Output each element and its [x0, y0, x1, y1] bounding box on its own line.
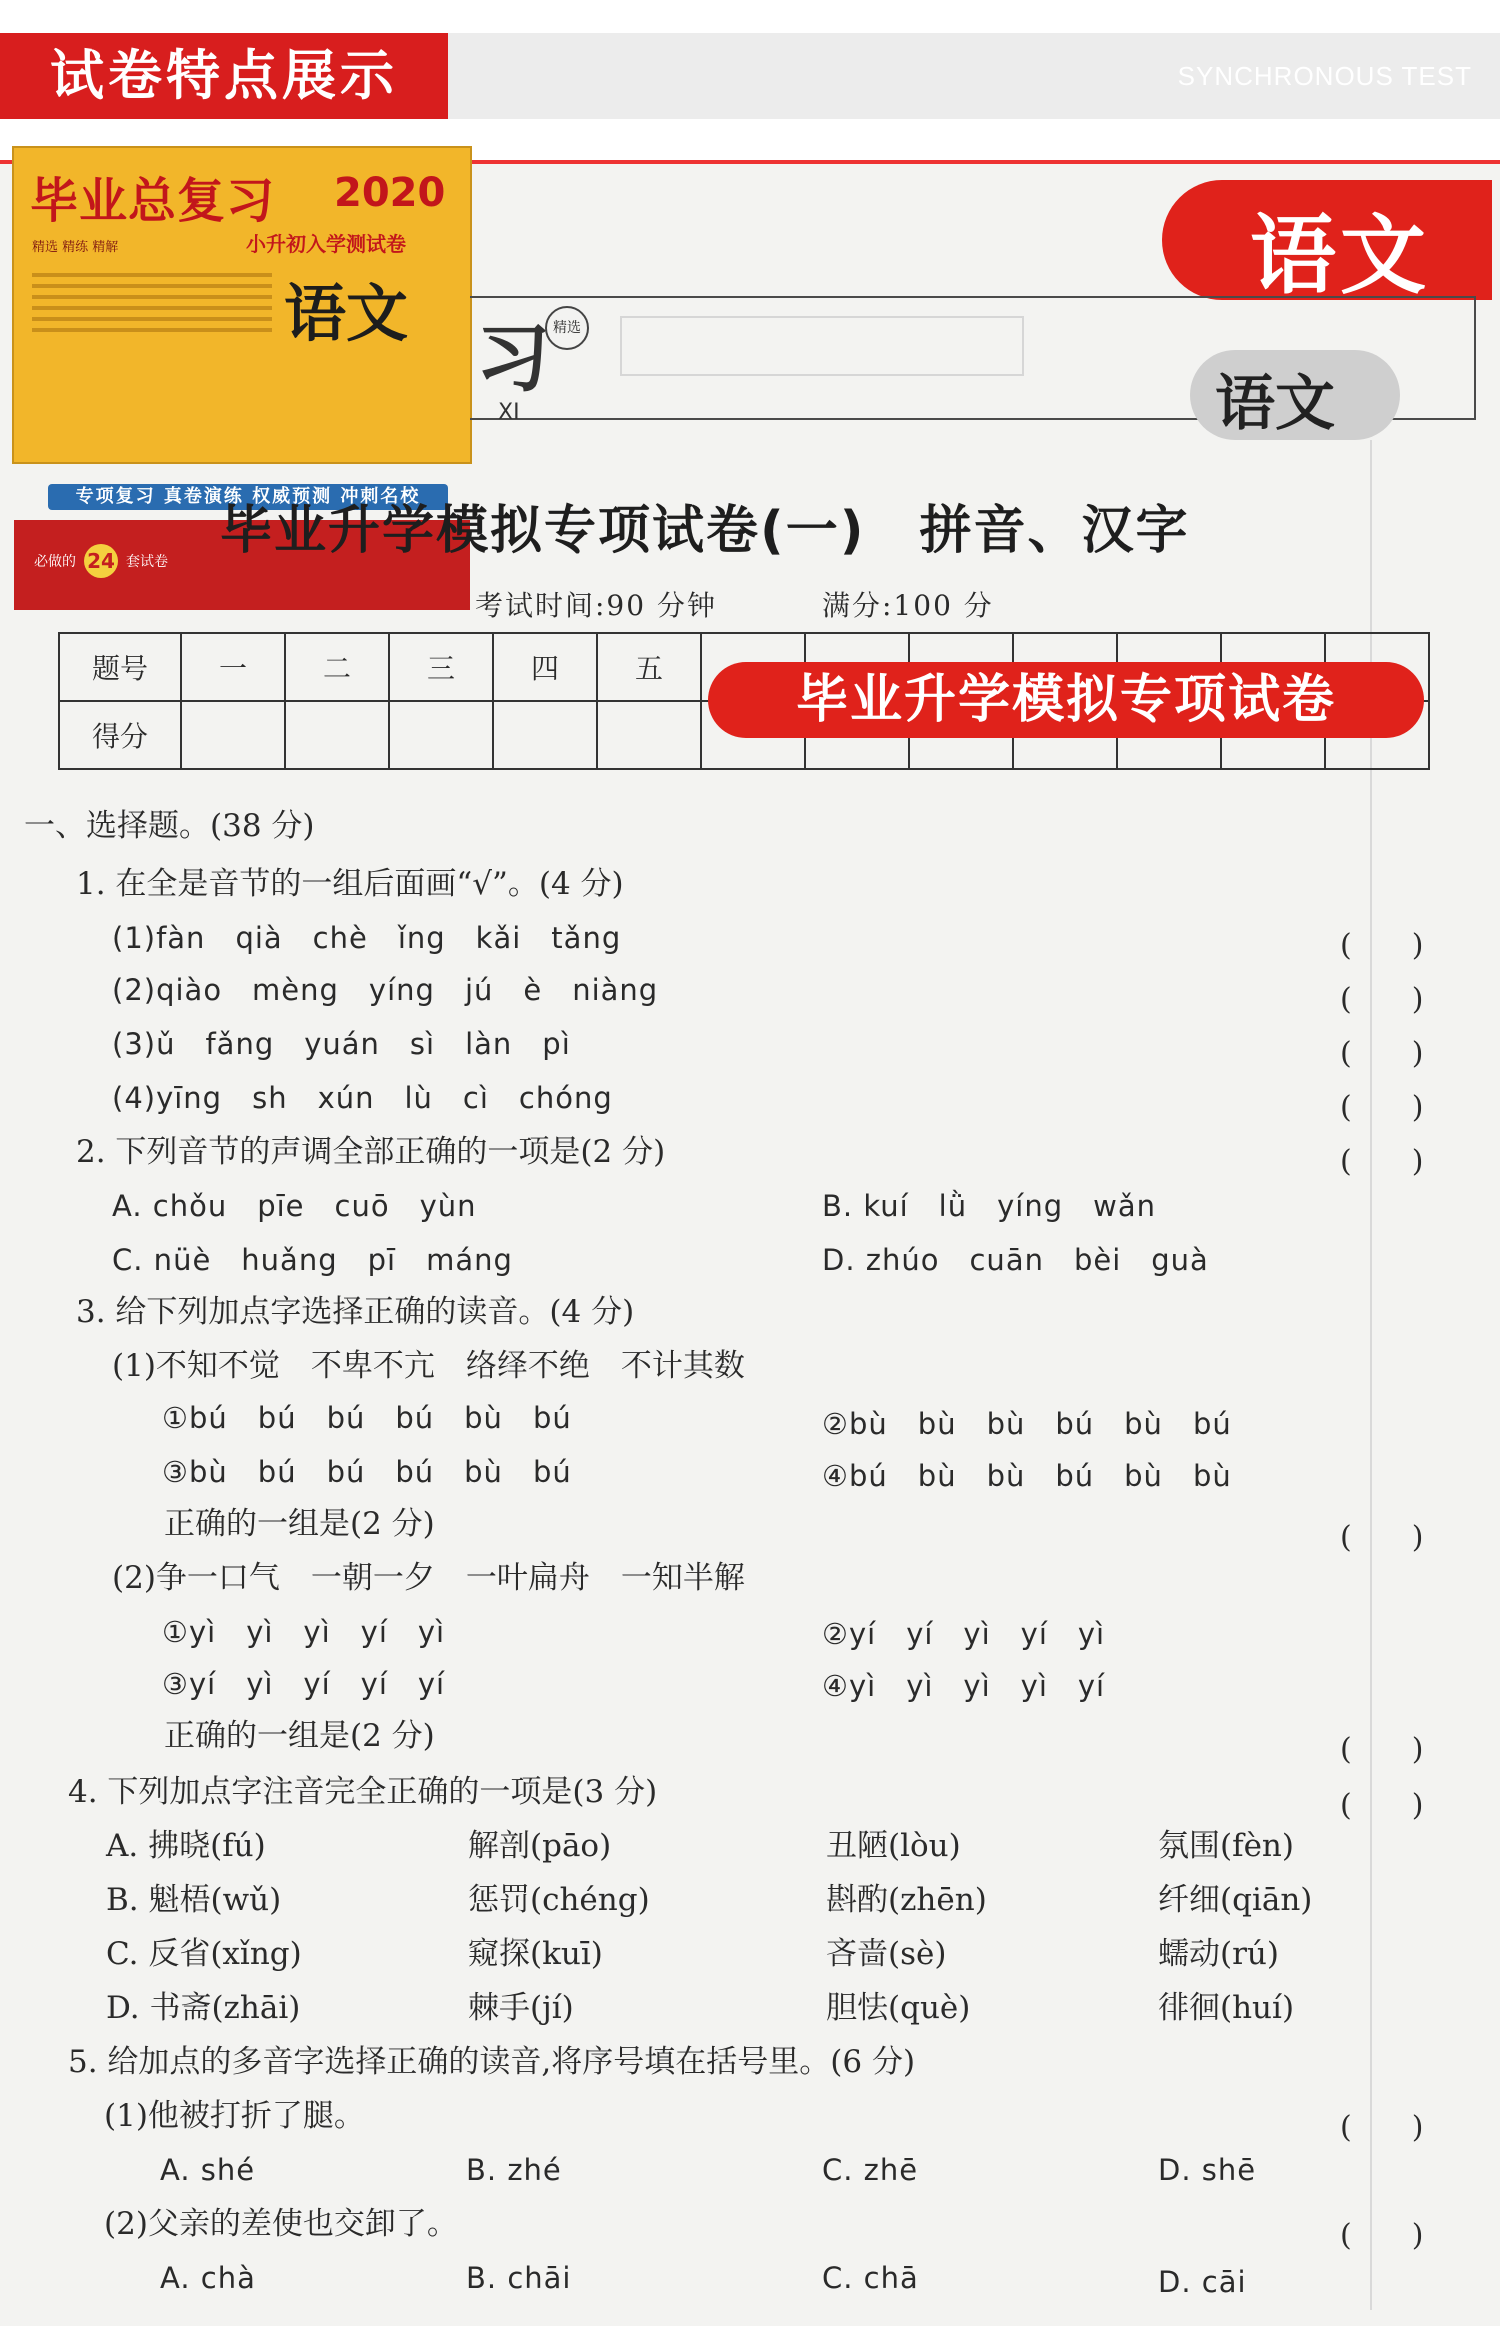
answer-blank[interactable]: ( )	[1340, 1090, 1424, 1125]
q4-d-3: 胆怯(què)	[826, 1990, 971, 2026]
cover-tags: 精选 精练 精解	[32, 240, 119, 255]
q4-c-1: C. 反省(xǐng)	[106, 1936, 302, 1972]
q4-a-2: 解剖(pāo)	[468, 1828, 612, 1864]
q5-part1-d: D. shē	[1158, 2153, 1257, 2187]
cover-bottom-text: 必做的	[34, 554, 76, 570]
q2-option-a: A. chǒu pīe cuō yùn	[112, 1189, 477, 1223]
score-table-cell	[597, 701, 701, 769]
cover-year: 2020	[334, 170, 446, 216]
answer-blank[interactable]: ( )	[1340, 982, 1424, 1017]
score-table-cell	[181, 701, 285, 769]
q2-option-b: B. kuí lǜ yíng wǎn	[822, 1189, 1156, 1223]
answer-blank[interactable]: ( )	[1340, 1732, 1424, 1767]
q5-part1-b: B. zhé	[466, 2153, 562, 2187]
paper-header-faint-box	[620, 316, 1024, 376]
paper-header-char: 习	[476, 316, 550, 402]
score-table-cell: 五	[597, 633, 701, 701]
cover-title: 毕业总复习	[30, 173, 276, 229]
exam-time: 考试时间:90 分钟	[475, 589, 717, 622]
question-4: 4. 下列加点字注音完全正确的一项是(3 分)	[68, 1774, 658, 1810]
q3-part1-option-4: ④bú bù bù bú bù bù	[822, 1459, 1232, 1493]
book-cover-thumbnail	[12, 146, 472, 573]
q3-part1-answer-prompt: 正确的一组是(2 分)	[164, 1506, 435, 1542]
cover-feature-strip: 专项复习 真卷演练 权威预测 冲刺名校	[48, 484, 448, 510]
q5-part2-c: C. chā	[822, 2261, 919, 2295]
q4-a-1: A. 拂晓(fú)	[106, 1828, 266, 1864]
q4-c-4: 蠕动(rú)	[1158, 1936, 1279, 1972]
answer-blank[interactable]: ( )	[1340, 2218, 1424, 2253]
score-table-cell: 一	[181, 633, 285, 701]
red-banner-text: 毕业升学模拟专项试卷	[795, 670, 1336, 730]
q3-part1-words: (1)不知不觉 不卑不亢 络绎不绝 不计其数	[112, 1348, 745, 1384]
q1-option-4: (4)yīng sh xún lù cì chóng	[112, 1081, 613, 1115]
q3-part2-option-2: ②yí yí yì yí yì	[822, 1617, 1106, 1651]
q5-part1-c: C. zhē	[822, 2153, 919, 2187]
subject-badge-text: 语文	[1250, 206, 1430, 306]
exam-score: 满分:100 分	[822, 589, 994, 622]
score-table-cell: 三	[389, 633, 493, 701]
q2-option-d: D. zhúo cuān bèi guà	[822, 1243, 1209, 1277]
q4-a-4: 氛围(fèn)	[1158, 1828, 1294, 1864]
score-table-cell: 四	[493, 633, 597, 701]
seal-icon: 精选	[545, 306, 589, 350]
cover-subtitle: 小升初入学测试卷	[246, 232, 406, 256]
q3-part1-option-3: ③bù bú bú bú bù bú	[162, 1455, 572, 1489]
answer-blank[interactable]: ( )	[1340, 1036, 1424, 1071]
score-table-cell	[285, 701, 389, 769]
q3-part1-option-2: ②bù bù bù bú bù bú	[822, 1407, 1232, 1441]
q5-part1: (1)他被打折了腿。	[104, 2098, 365, 2134]
q5-part1-a: A. shé	[160, 2153, 256, 2187]
q4-b-2: 惩罚(chéng)	[468, 1882, 650, 1918]
q3-part2-answer-prompt: 正确的一组是(2 分)	[164, 1718, 435, 1754]
q4-b-1: B. 魁梧(wǔ)	[106, 1882, 282, 1918]
score-table-cell	[493, 701, 597, 769]
q3-part2-option-4: ④yì yì yì yì yí	[822, 1669, 1106, 1703]
q4-a-3: 丑陋(lòu)	[826, 1828, 961, 1864]
q4-d-4: 徘徊(huí)	[1158, 1990, 1295, 2026]
q1-option-1: (1)fàn qià chè ǐng kǎi tǎng	[112, 921, 622, 955]
score-table-cell: 得分	[59, 701, 181, 769]
question-2: 2. 下列音节的声调全部正确的一项是(2 分)	[76, 1134, 666, 1170]
q4-b-3: 斟酌(zhēn)	[826, 1882, 987, 1918]
answer-blank[interactable]: ( )	[1340, 2110, 1424, 2145]
q3-part2-option-3: ③yí yì yí yí yí	[162, 1667, 446, 1701]
header-label-box	[0, 33, 448, 119]
q5-part2-a: A. chà	[160, 2261, 256, 2295]
section-heading: 一、选择题。(38 分)	[24, 808, 315, 844]
cover-text-lines	[32, 266, 272, 339]
q1-option-2: (2)qiào mèng yíng jú è niàng	[112, 973, 659, 1007]
q4-d-2: 棘手(jí)	[468, 1990, 574, 2026]
question-1: 1. 在全是音节的一组后面画“√”。(4 分)	[76, 866, 624, 902]
score-table-cell	[389, 701, 493, 769]
header-english-caption: SYNCHRONOUS TEST	[1177, 61, 1472, 91]
q4-c-3: 吝啬(sè)	[826, 1936, 947, 1972]
cover-badge: 24	[84, 544, 118, 578]
question-3: 3. 给下列加点字选择正确的读音。(4 分)	[76, 1294, 635, 1330]
cover-bottom-suffix: 套试卷	[126, 554, 168, 570]
paper-header-pinyin: XI	[498, 400, 520, 425]
score-table-cell: 题号	[59, 633, 181, 701]
answer-blank[interactable]: ( )	[1340, 1520, 1424, 1555]
q5-part2-d: D. cāi	[1158, 2265, 1247, 2299]
cover-subject: 语文	[284, 277, 409, 350]
q2-option-c: C. nüè huǎng pī máng	[112, 1243, 513, 1277]
answer-blank[interactable]: ( )	[1340, 1144, 1424, 1179]
q1-option-3: (3)ǔ fǎng yuán sì làn pì	[112, 1027, 571, 1061]
q4-c-2: 窥探(kuī)	[468, 1936, 603, 1972]
q5-part2-b: B. chāi	[466, 2261, 572, 2295]
question-5: 5. 给加点的多音字选择正确的读音,将序号填在括号里。(6 分)	[68, 2044, 916, 2080]
q5-part2: (2)父亲的差使也交卸了。	[104, 2206, 458, 2242]
q3-part2-option-1: ①yì yì yì yí yì	[162, 1615, 446, 1649]
score-table-cell: 二	[285, 633, 389, 701]
q4-d-1: D. 书斋(zhāi)	[106, 1990, 301, 2026]
header-label: 试卷特点展示	[50, 44, 398, 107]
paper-title: 毕业升学模拟专项试卷(一) 拼音、汉字	[220, 501, 1190, 561]
paper-header-subject: 语文	[1215, 369, 1335, 439]
q3-part1-option-1: ①bú bú bú bú bù bú	[162, 1401, 572, 1435]
answer-blank[interactable]: ( )	[1340, 928, 1424, 963]
answer-blank[interactable]: ( )	[1340, 1788, 1424, 1823]
q3-part2-words: (2)争一口气 一朝一夕 一叶扁舟 一知半解	[112, 1560, 745, 1596]
q4-b-4: 纤细(qiān)	[1158, 1882, 1313, 1918]
